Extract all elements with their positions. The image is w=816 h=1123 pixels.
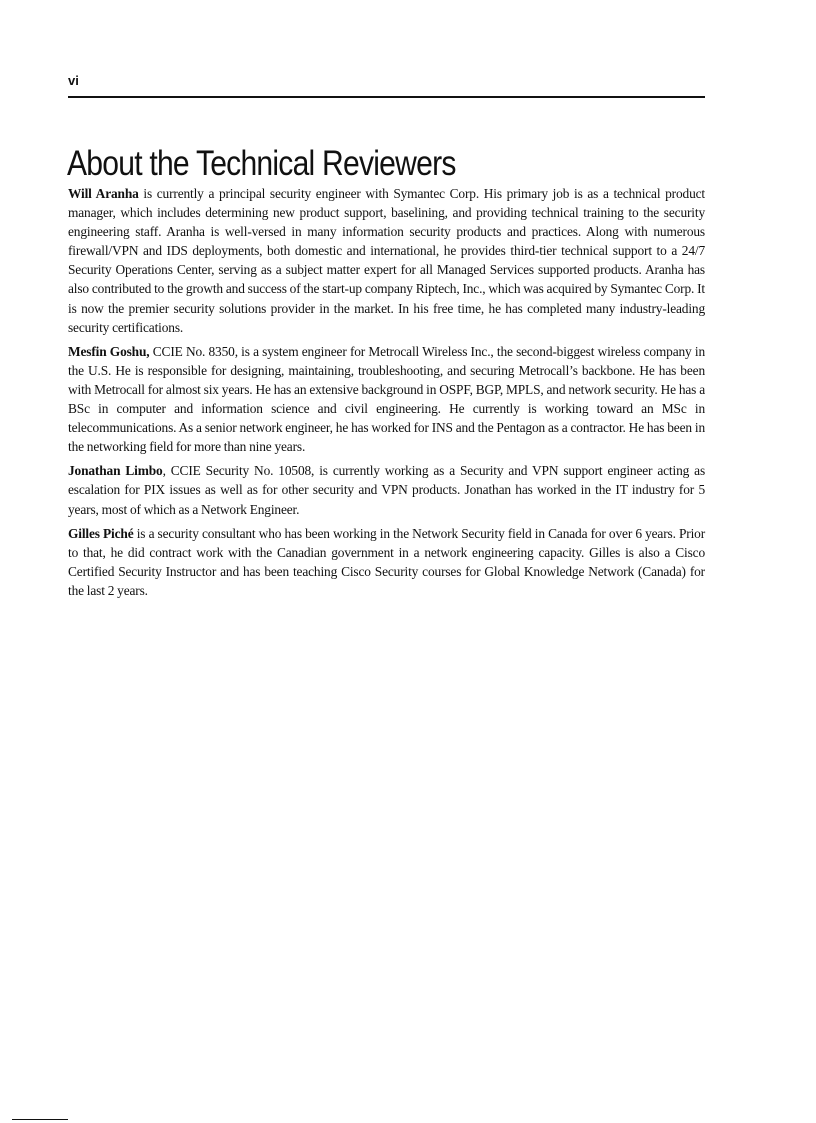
footer-rule	[12, 1119, 68, 1120]
page-title: About the Technical Reviewers	[67, 144, 456, 183]
reviewer-bio-text: is currently a principal security engineer with Symantec Corp. His primary job is as a technical product manager, which includes determining new product support, baselining, and providing technical training to the security engineering staff. Aranha is well-versed in many information security products and practices. Along with numerous firewall/VPN and IDS deployments, both domestic and international, he provides third-tier technical support to a 24/7 Security Operations Center, serving as a subject matter expert for all Managed Services supported products. Aranha has also contributed to the growth and success of the start-up company Riptech, Inc., which was acquired by Symantec Corp. It is now the premier security solutions provider in the market. In his free time, he has completed many industry-leading security certifications.	[68, 186, 705, 335]
page-number: vi	[68, 73, 79, 88]
reviewer-name: Jonathan Limbo	[68, 463, 163, 479]
reviewer-bio-text: CCIE No. 8350, is a system engineer for Metrocall Wireless Inc., the second-biggest wireless company in the U.S. He is responsible for designing, maintaining, troubleshooting, and securing Metrocall’s backbone. He has been with Metrocall for almost six years. He has an extensive background in OSPF, BGP, MPLS, and network security. He has a BSc in computer and information science and civil engineering. He currently is working toward an MSc in telecommunications. As a senior network engineer, he has worked for INS and the Pentagon as a contractor. He has been in the networking field for more than nine years.	[68, 343, 705, 455]
reviewer-bio-text: is a security consultant who has been working in the Network Security field in Canada for over 6 years. Prior to that, he did contract work with the Canadian government in a network engineering capacity. Gilles is also a Cisco Certified Security Instructor and has been teaching Cisco Security courses for Global Knowledge Network (Canada) for the last 2 years.	[68, 525, 706, 598]
reviewer-name: Will Aranha	[68, 186, 139, 201]
header-rule	[68, 96, 705, 98]
reviewer-bio-piche	[68, 524, 705, 600]
reviewer-name: Mesfin Goshu,	[68, 343, 150, 359]
reviewer-bio-goshu	[68, 342, 705, 457]
reviewer-bio-aranha	[68, 184, 705, 337]
reviewer-name: Gilles Piché	[68, 525, 134, 541]
reviewer-bio-limbo	[68, 461, 705, 518]
reviewer-bio-text: , CCIE Security No. 10508, is currently working as a Security and VPN support engineer acting as escalation for PIX issues as well as for other security and VPN products. Jonathan has worked in the IT industry for 5 years, most of which as a Network Engineer.	[68, 463, 706, 517]
reviewer-bios	[68, 184, 705, 605]
